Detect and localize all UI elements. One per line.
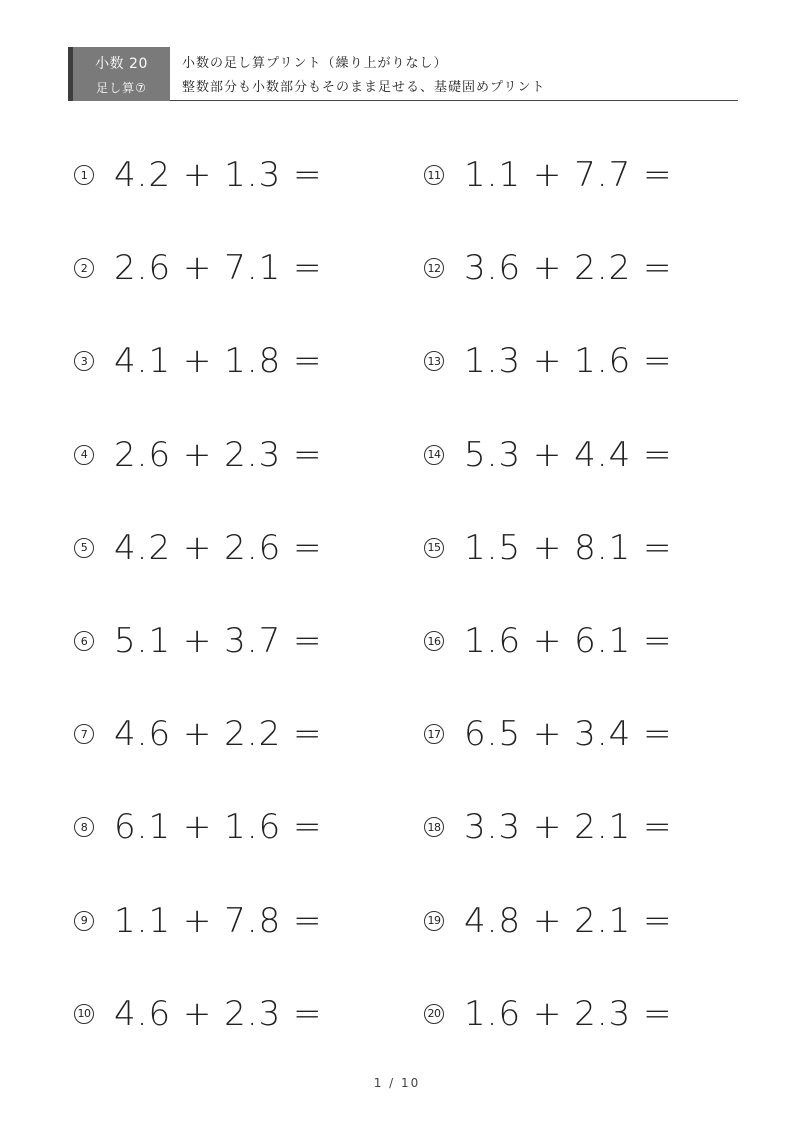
problem-item: [424, 990, 673, 1038]
problem-expression: 1.3 + 1.6 =: [464, 341, 673, 382]
unit-number: 小数 20: [95, 56, 148, 72]
problem-expression: 5.3 + 4.4 =: [464, 434, 673, 475]
problem-item: [74, 151, 323, 199]
problem-number: 10: [74, 1004, 94, 1024]
problem-number: 2: [74, 258, 94, 278]
header-text: [182, 47, 738, 96]
problem-expression: 4.2 + 2.6 =: [114, 527, 323, 568]
problem-item: [424, 617, 673, 665]
problem-number: 3: [74, 351, 94, 371]
problem-item: [74, 897, 323, 945]
problem-expression: 1.6 + 6.1 =: [464, 621, 673, 661]
problem-item: [424, 337, 673, 385]
worksheet-header: [68, 47, 738, 103]
problem-item: [74, 337, 323, 385]
problem-item: [424, 151, 673, 199]
problem-expression: 1.5 + 8.1 =: [464, 527, 673, 568]
problem-expression: 2.6 + 7.1 =: [114, 248, 323, 289]
problem-expression: 2.6 + 2.3 =: [114, 434, 323, 475]
problem-expression: 4.2 + 1.3 =: [114, 155, 323, 195]
problem-item: [424, 524, 673, 572]
problem-item: [424, 244, 673, 292]
problem-item: [424, 803, 673, 851]
problem-number: 8: [74, 817, 94, 837]
unit-topic: 足し算⑦: [96, 81, 147, 95]
problem-expression: 1.6 + 2.3 =: [464, 993, 673, 1034]
problem-expression: 1.1 + 7.7 =: [464, 155, 673, 195]
problem-expression: 6.1 + 1.6 =: [114, 807, 323, 848]
problem-number: 4: [74, 445, 94, 465]
problem-expression: 3.3 + 2.1 =: [464, 807, 673, 848]
problem-number: 14: [424, 445, 444, 465]
problem-number: 20: [424, 1004, 444, 1024]
problem-number: 6: [74, 631, 94, 651]
problem-expression: 1.1 + 7.8 =: [114, 900, 323, 941]
problem-item: [74, 617, 323, 665]
problem-expression: 4.6 + 2.3 =: [114, 993, 323, 1034]
page-subtitle: 整数部分も小数部分もそのまま足せる、基礎固めプリント: [182, 80, 546, 95]
problem-item: [424, 431, 673, 479]
problem-item: [424, 897, 673, 945]
problem-number: 19: [424, 911, 444, 931]
problem-expression: 4.6 + 2.2 =: [114, 714, 323, 755]
problem-number: 18: [424, 817, 444, 837]
problem-item: [74, 524, 323, 572]
problem-number: 12: [424, 258, 444, 278]
problem-expression: 6.5 + 3.4 =: [464, 714, 673, 755]
unit-badge: [68, 47, 170, 101]
problem-number: 9: [74, 911, 94, 931]
problem-item: [74, 431, 323, 479]
problem-expression: 3.6 + 2.2 =: [464, 248, 673, 289]
problem-number: 1: [74, 165, 94, 185]
problem-expression: 5.1 + 3.7 =: [114, 621, 323, 661]
problem-number: 16: [424, 631, 444, 651]
problem-item: [424, 710, 673, 758]
problem-item: [74, 803, 323, 851]
problem-number: 7: [74, 724, 94, 744]
problem-item: [74, 710, 323, 758]
problem-number: 5: [74, 538, 94, 558]
problem-expression: 4.1 + 1.8 =: [114, 341, 323, 382]
problem-number: 17: [424, 724, 444, 744]
problem-number: 13: [424, 351, 444, 371]
problem-expression: 4.8 + 2.1 =: [464, 900, 673, 941]
problem-item: [74, 990, 323, 1038]
problem-number: 15: [424, 538, 444, 558]
header-divider: [170, 100, 738, 101]
page-title: 小数の足し算プリント（繰り上がりなし）: [182, 56, 448, 71]
problem-item: [74, 244, 323, 292]
problem-number: 11: [424, 165, 444, 185]
page-number: 1 / 10: [373, 1076, 421, 1090]
